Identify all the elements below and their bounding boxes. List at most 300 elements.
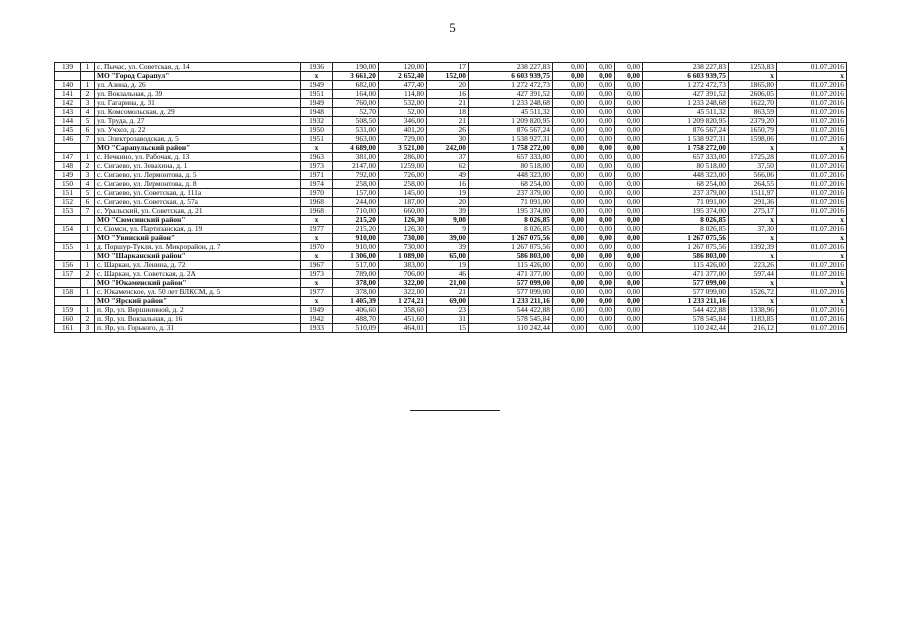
cell-deadline-date: 01.07.2016 — [777, 288, 847, 297]
group-total-row — [55, 216, 847, 225]
cell-fund-share: 0,00 — [553, 270, 587, 279]
cell-total-cost: 6 603 939,75 — [469, 72, 553, 81]
cell-region-share: 0,00 — [587, 306, 615, 315]
cell-cost-per-unit: 863,59 — [729, 108, 777, 117]
cell-item-index: 1 — [81, 243, 95, 252]
cell-build-year: 1977 — [301, 225, 333, 234]
cell-total-cost: 586 803,00 — [469, 252, 553, 261]
cell-total-cost: 71 091,00 — [469, 198, 553, 207]
cell-item-index: 5 — [81, 189, 95, 198]
cell-fund-share: 0,00 — [553, 261, 587, 270]
cell-build-year: x — [301, 144, 333, 153]
table-row — [55, 198, 847, 207]
cell-living-area: 706,00 — [379, 270, 427, 279]
cell-row-number — [55, 252, 81, 261]
cell-item-index: 1 — [81, 225, 95, 234]
cell-living-area: 726,00 — [379, 171, 427, 180]
table-row — [55, 153, 847, 162]
cell-fund-share: 0,00 — [553, 90, 587, 99]
page-number: 5 — [449, 20, 456, 35]
cell-item-index — [81, 279, 95, 288]
cell-address: с. Уральский, ул. Советская, д. 21 — [95, 207, 301, 216]
cell-deadline-date: 01.07.2016 — [777, 108, 847, 117]
cell-row-number: 158 — [55, 288, 81, 297]
cell-owners-share: 876 567,24 — [643, 126, 729, 135]
group-total-row — [55, 252, 847, 261]
cell-row-number: 155 — [55, 243, 81, 252]
cell-owners-share: 1 272 472,73 — [643, 81, 729, 90]
cell-living-area: 114,80 — [379, 90, 427, 99]
cell-deadline-date: 01.07.2016 — [777, 162, 847, 171]
cell-municipal-share: 0,00 — [615, 144, 643, 153]
cell-total-area: 792,00 — [333, 171, 379, 180]
cell-item-index: 1 — [81, 261, 95, 270]
cell-item-index: 4 — [81, 108, 95, 117]
cell-owners-share: 68 254,00 — [643, 180, 729, 189]
cell-fund-share: 0,00 — [553, 297, 587, 306]
cell-address: с. Сюмси, ул. Партизанская, д. 19 — [95, 225, 301, 234]
cell-owners-share: 195 374,00 — [643, 207, 729, 216]
cell-fund-share: 0,00 — [553, 216, 587, 225]
cell-municipal-share: 0,00 — [615, 297, 643, 306]
cell-deadline-date: 01.07.2016 — [777, 270, 847, 279]
cell-living-area: 52,00 — [379, 108, 427, 117]
cell-owners-share: 115 426,00 — [643, 261, 729, 270]
cell-cost-per-unit: 275,17 — [729, 207, 777, 216]
cell-cost-per-unit: x — [729, 216, 777, 225]
cell-municipal-share: 0,00 — [615, 198, 643, 207]
cell-owners-share: 80 518,00 — [643, 162, 729, 171]
cell-fund-share: 0,00 — [553, 81, 587, 90]
cell-region-share: 0,00 — [587, 126, 615, 135]
cell-living-area: 2 652,40 — [379, 72, 427, 81]
cell-address: п. Яр, ул. Вокзальная, д. 16 — [95, 315, 301, 324]
cell-deadline-date: 01.07.2016 — [777, 180, 847, 189]
cell-build-year: 1968 — [301, 198, 333, 207]
cell-region-share: 0,00 — [587, 117, 615, 126]
cell-address: МО "Ярский район" — [95, 297, 301, 306]
cell-fund-share: 0,00 — [553, 63, 587, 72]
cell-address: с. Нечкино, ул. Рабочая, д. 13 — [95, 153, 301, 162]
cell-fund-share: 0,00 — [553, 144, 587, 153]
cell-row-number — [55, 279, 81, 288]
cell-living-area: 120,00 — [379, 63, 427, 72]
cell-deadline-date: 01.07.2016 — [777, 90, 847, 99]
cell-item-index: 2 — [81, 162, 95, 171]
cell-cost-per-unit: 1725,28 — [729, 153, 777, 162]
cell-item-index: 2 — [81, 315, 95, 324]
cell-total-area: 378,00 — [333, 288, 379, 297]
cell-row-number: 148 — [55, 162, 81, 171]
cell-row-number: 143 — [55, 108, 81, 117]
cell-municipal-share: 0,00 — [615, 324, 643, 333]
cell-residents: 49 — [427, 171, 469, 180]
cell-residents: 26 — [427, 126, 469, 135]
cell-municipal-share: 0,00 — [615, 72, 643, 81]
cell-cost-per-unit: 223,26 — [729, 261, 777, 270]
cell-municipal-share: 0,00 — [615, 108, 643, 117]
cell-build-year: 1949 — [301, 81, 333, 90]
cell-residents: 30 — [427, 135, 469, 144]
cell-row-number: 139 — [55, 63, 81, 72]
cell-region-share: 0,00 — [587, 162, 615, 171]
cell-living-area: 346,00 — [379, 117, 427, 126]
cell-total-cost: 577 099,00 — [469, 279, 553, 288]
cell-deadline-date: 01.07.2016 — [777, 243, 847, 252]
cell-deadline-date: x — [777, 234, 847, 243]
cell-municipal-share: 0,00 — [615, 216, 643, 225]
cell-cost-per-unit: 2606,05 — [729, 90, 777, 99]
group-total-row — [55, 297, 847, 306]
cell-total-cost: 115 426,00 — [469, 261, 553, 270]
cell-living-area: 730,00 — [379, 243, 427, 252]
cell-total-area: 157,00 — [333, 189, 379, 198]
cell-row-number — [55, 216, 81, 225]
cell-address: ул. Электрозаводская, д. 5 — [95, 135, 301, 144]
cell-address: МО "Юкаменский район" — [95, 279, 301, 288]
cell-owners-share: 1 267 075,56 — [643, 243, 729, 252]
cell-owners-share: 577 099,00 — [643, 279, 729, 288]
cell-living-area: 145,00 — [379, 189, 427, 198]
cell-address: МО "Город Сарапул" — [95, 72, 301, 81]
cell-municipal-share: 0,00 — [615, 126, 643, 135]
cell-deadline-date: 01.07.2016 — [777, 225, 847, 234]
cell-residents: 21 — [427, 117, 469, 126]
cell-build-year: 1942 — [301, 315, 333, 324]
cell-owners-share: 8 026,85 — [643, 216, 729, 225]
cell-cost-per-unit: x — [729, 252, 777, 261]
cell-total-cost: 237 379,00 — [469, 189, 553, 198]
cell-living-area: 126,30 — [379, 225, 427, 234]
cell-fund-share: 0,00 — [553, 99, 587, 108]
cell-municipal-share: 0,00 — [615, 243, 643, 252]
cell-owners-share: 1 233 248,68 — [643, 99, 729, 108]
table-row — [55, 180, 847, 189]
cell-region-share: 0,00 — [587, 252, 615, 261]
cell-total-area: 164,00 — [333, 90, 379, 99]
cell-fund-share: 0,00 — [553, 171, 587, 180]
cell-total-area: 710,00 — [333, 207, 379, 216]
cell-living-area: 729,00 — [379, 135, 427, 144]
cell-living-area: 358,60 — [379, 306, 427, 315]
cell-item-index: 3 — [81, 99, 95, 108]
cell-total-cost: 471 377,00 — [469, 270, 553, 279]
cell-residents: 69,00 — [427, 297, 469, 306]
cell-build-year: 1968 — [301, 207, 333, 216]
cell-item-index: 1 — [81, 306, 95, 315]
cell-fund-share: 0,00 — [553, 306, 587, 315]
cell-living-area: 187,00 — [379, 198, 427, 207]
cell-total-area: 760,00 — [333, 99, 379, 108]
cell-total-area: 508,50 — [333, 117, 379, 126]
cell-item-index — [81, 72, 95, 81]
cell-municipal-share: 0,00 — [615, 270, 643, 279]
cell-total-cost: 448 323,00 — [469, 171, 553, 180]
cell-fund-share: 0,00 — [553, 117, 587, 126]
cell-address: с. Сигаево, ул. Лермонтова, д. 5 — [95, 171, 301, 180]
cell-municipal-share: 0,00 — [615, 279, 643, 288]
cell-build-year: x — [301, 234, 333, 243]
cell-region-share: 0,00 — [587, 261, 615, 270]
cell-total-area: 2147,00 — [333, 162, 379, 171]
cell-residents: 18 — [427, 108, 469, 117]
cell-address: ул. Вокзальная, д. 39 — [95, 90, 301, 99]
cell-municipal-share: 0,00 — [615, 252, 643, 261]
cell-total-cost: 1 758 272,00 — [469, 144, 553, 153]
cell-region-share: 0,00 — [587, 171, 615, 180]
housing-register-table — [54, 62, 847, 333]
cell-cost-per-unit: 1622,70 — [729, 99, 777, 108]
cell-deadline-date: x — [777, 279, 847, 288]
cell-owners-share: 110 242,44 — [643, 324, 729, 333]
cell-total-cost: 110 242,44 — [469, 324, 553, 333]
cell-row-number — [55, 72, 81, 81]
cell-row-number: 140 — [55, 81, 81, 90]
cell-address: с. Шаркан, ул. Советская, д. 2А — [95, 270, 301, 279]
cell-cost-per-unit: 37,50 — [729, 162, 777, 171]
cell-row-number: 150 — [55, 180, 81, 189]
cell-region-share: 0,00 — [587, 189, 615, 198]
cell-item-index — [81, 234, 95, 243]
cell-item-index: 3 — [81, 324, 95, 333]
cell-total-area: 682,00 — [333, 81, 379, 90]
cell-address: с. Шаркан, ул. Ленина, д. 72 — [95, 261, 301, 270]
cell-total-area: 3 661,20 — [333, 72, 379, 81]
cell-build-year: 1936 — [301, 63, 333, 72]
cell-fund-share: 0,00 — [553, 324, 587, 333]
cell-region-share: 0,00 — [587, 63, 615, 72]
cell-total-area: 531,00 — [333, 126, 379, 135]
cell-residents: 16 — [427, 180, 469, 189]
cell-fund-share: 0,00 — [553, 72, 587, 81]
table-row — [55, 126, 847, 135]
table-row — [55, 270, 847, 279]
cell-build-year: 1949 — [301, 306, 333, 315]
cell-item-index: 7 — [81, 135, 95, 144]
cell-build-year: 1971 — [301, 171, 333, 180]
cell-address: д. Поршур-Тукля, ул. Микрорайон, д. 7 — [95, 243, 301, 252]
cell-deadline-date: x — [777, 252, 847, 261]
cell-total-area: 1 306,00 — [333, 252, 379, 261]
cell-total-area: 215,20 — [333, 216, 379, 225]
cell-address: п. Яр, ул. Горького, д. 31 — [95, 324, 301, 333]
cell-item-index — [81, 252, 95, 261]
cell-total-area: 215,20 — [333, 225, 379, 234]
cell-total-area: 381,00 — [333, 153, 379, 162]
cell-total-area: 963,00 — [333, 135, 379, 144]
cell-owners-share: 1 233 211,16 — [643, 297, 729, 306]
cell-region-share: 0,00 — [587, 270, 615, 279]
cell-row-number: 141 — [55, 90, 81, 99]
cell-residents: 19 — [427, 261, 469, 270]
cell-owners-share: 8 026,85 — [643, 225, 729, 234]
table-row — [55, 90, 847, 99]
cell-deadline-date: 01.07.2016 — [777, 261, 847, 270]
cell-address: с. Сигаево, ул. Советская, д. 57а — [95, 198, 301, 207]
cell-deadline-date: x — [777, 216, 847, 225]
cell-region-share: 0,00 — [587, 81, 615, 90]
table-row — [55, 306, 847, 315]
cell-cost-per-unit: 216,12 — [729, 324, 777, 333]
cell-residents: 19 — [427, 189, 469, 198]
cell-build-year: 1974 — [301, 180, 333, 189]
cell-total-cost: 657 333,00 — [469, 153, 553, 162]
cell-total-cost: 427 391,52 — [469, 90, 553, 99]
cell-row-number — [55, 144, 81, 153]
cell-fund-share: 0,00 — [553, 279, 587, 288]
cell-living-area: 1259,00 — [379, 162, 427, 171]
cell-fund-share: 0,00 — [553, 153, 587, 162]
cell-item-index: 2 — [81, 270, 95, 279]
cell-cost-per-unit: 1338,96 — [729, 306, 777, 315]
cell-cost-per-unit: 2379,20 — [729, 117, 777, 126]
cell-address: ул. Учхоз, д. 22 — [95, 126, 301, 135]
cell-item-index: 1 — [81, 63, 95, 72]
cell-residents: 39,00 — [427, 234, 469, 243]
cell-living-area: 451,60 — [379, 315, 427, 324]
cell-municipal-share: 0,00 — [615, 234, 643, 243]
cell-total-cost: 1 538 927,31 — [469, 135, 553, 144]
cell-cost-per-unit: 1598,06 — [729, 135, 777, 144]
cell-row-number: 154 — [55, 225, 81, 234]
cell-residents: 21,00 — [427, 279, 469, 288]
cell-owners-share: 1 209 820,95 — [643, 117, 729, 126]
cell-living-area: 322,00 — [379, 279, 427, 288]
cell-item-index: 7 — [81, 207, 95, 216]
cell-region-share: 0,00 — [587, 315, 615, 324]
cell-region-share: 0,00 — [587, 207, 615, 216]
table-row — [55, 162, 847, 171]
cell-total-cost: 876 567,24 — [469, 126, 553, 135]
cell-region-share: 0,00 — [587, 108, 615, 117]
cell-deadline-date: 01.07.2016 — [777, 171, 847, 180]
cell-row-number: 156 — [55, 261, 81, 270]
cell-region-share: 0,00 — [587, 243, 615, 252]
cell-owners-share: 237 379,00 — [643, 189, 729, 198]
cell-build-year: 1933 — [301, 324, 333, 333]
cell-deadline-date: x — [777, 297, 847, 306]
group-total-row — [55, 279, 847, 288]
cell-total-area: 406,60 — [333, 306, 379, 315]
cell-owners-share: 448 323,00 — [643, 171, 729, 180]
cell-build-year: 1973 — [301, 162, 333, 171]
cell-municipal-share: 0,00 — [615, 288, 643, 297]
cell-build-year: 1963 — [301, 153, 333, 162]
cell-total-area: 4 689,00 — [333, 144, 379, 153]
cell-region-share: 0,00 — [587, 198, 615, 207]
cell-deadline-date: 01.07.2016 — [777, 153, 847, 162]
cell-deadline-date: 01.07.2016 — [777, 324, 847, 333]
cell-item-index — [81, 144, 95, 153]
cell-fund-share: 0,00 — [553, 315, 587, 324]
cell-living-area: 1 089,00 — [379, 252, 427, 261]
cell-owners-share: 1 538 927,31 — [643, 135, 729, 144]
cell-deadline-date: 01.07.2016 — [777, 198, 847, 207]
cell-row-number: 145 — [55, 126, 81, 135]
cell-owners-share: 1 758 272,00 — [643, 144, 729, 153]
cell-row-number: 160 — [55, 315, 81, 324]
cell-owners-share: 471 377,00 — [643, 270, 729, 279]
cell-item-index: 1 — [81, 81, 95, 90]
cell-owners-share: 45 511,32 — [643, 108, 729, 117]
cell-deadline-date: x — [777, 144, 847, 153]
cell-deadline-date: 01.07.2016 — [777, 315, 847, 324]
cell-living-area: 383,00 — [379, 261, 427, 270]
table-body — [55, 63, 847, 333]
cell-region-share: 0,00 — [587, 216, 615, 225]
cell-deadline-date: 01.07.2016 — [777, 81, 847, 90]
cell-residents: 9 — [427, 225, 469, 234]
cell-build-year: x — [301, 297, 333, 306]
cell-living-area: 3 521,00 — [379, 144, 427, 153]
closing-rule — [410, 410, 500, 411]
cell-build-year: x — [301, 72, 333, 81]
cell-municipal-share: 0,00 — [615, 306, 643, 315]
cell-fund-share: 0,00 — [553, 243, 587, 252]
cell-build-year: 1951 — [301, 90, 333, 99]
cell-cost-per-unit: 1253,83 — [729, 63, 777, 72]
cell-region-share: 0,00 — [587, 324, 615, 333]
cell-municipal-share: 0,00 — [615, 171, 643, 180]
cell-municipal-share: 0,00 — [615, 207, 643, 216]
cell-cost-per-unit: 1511,97 — [729, 189, 777, 198]
table-row — [55, 243, 847, 252]
cell-total-cost: 80 518,00 — [469, 162, 553, 171]
cell-cost-per-unit: x — [729, 279, 777, 288]
cell-residents: 21 — [427, 99, 469, 108]
cell-total-area: 488,70 — [333, 315, 379, 324]
cell-living-area: 532,00 — [379, 99, 427, 108]
cell-address: ул. Труда, д. 27 — [95, 117, 301, 126]
cell-residents: 37 — [427, 153, 469, 162]
cell-address: ул. Азина, д. 26 — [95, 81, 301, 90]
cell-living-area: 401,20 — [379, 126, 427, 135]
cell-item-index: 2 — [81, 90, 95, 99]
cell-total-cost: 1 267 075,56 — [469, 234, 553, 243]
cell-address: с. Юкаменское, ул. 50 лет ВЛКСМ, д. 5 — [95, 288, 301, 297]
cell-deadline-date: 01.07.2016 — [777, 63, 847, 72]
cell-item-index: 1 — [81, 153, 95, 162]
cell-owners-share: 544 422,88 — [643, 306, 729, 315]
cell-deadline-date: 01.07.2016 — [777, 126, 847, 135]
cell-total-cost: 578 545,84 — [469, 315, 553, 324]
cell-municipal-share: 0,00 — [615, 135, 643, 144]
cell-total-cost: 8 026,85 — [469, 216, 553, 225]
cell-living-area: 477,40 — [379, 81, 427, 90]
cell-fund-share: 0,00 — [553, 207, 587, 216]
cell-deadline-date: 01.07.2016 — [777, 117, 847, 126]
cell-owners-share: 71 091,00 — [643, 198, 729, 207]
cell-owners-share: 6 603 939,75 — [643, 72, 729, 81]
cell-region-share: 0,00 — [587, 144, 615, 153]
cell-total-cost: 68 254,00 — [469, 180, 553, 189]
cell-residents: 39 — [427, 243, 469, 252]
table-row — [55, 108, 847, 117]
group-total-row — [55, 72, 847, 81]
table-row — [55, 324, 847, 333]
cell-residents: 31 — [427, 315, 469, 324]
cell-cost-per-unit: 597,44 — [729, 270, 777, 279]
cell-cost-per-unit: 1526,72 — [729, 288, 777, 297]
cell-total-cost: 45 511,32 — [469, 108, 553, 117]
cell-residents: 39 — [427, 207, 469, 216]
cell-fund-share: 0,00 — [553, 180, 587, 189]
cell-total-cost: 195 374,00 — [469, 207, 553, 216]
cell-owners-share: 578 545,84 — [643, 315, 729, 324]
cell-address: МО "Шарканский район" — [95, 252, 301, 261]
cell-municipal-share: 0,00 — [615, 99, 643, 108]
cell-address: МО "Сюмсинский район" — [95, 216, 301, 225]
